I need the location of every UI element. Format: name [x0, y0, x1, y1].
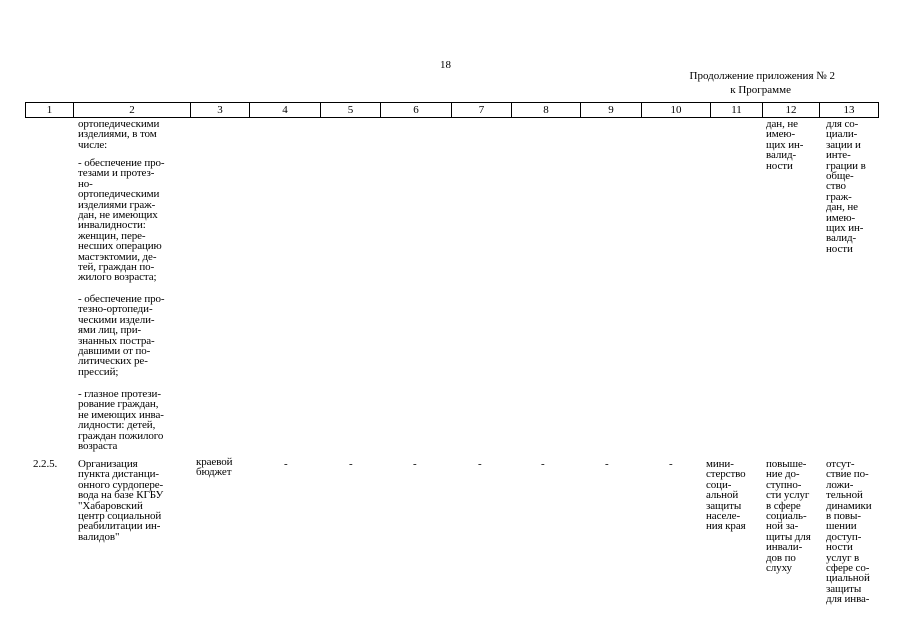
row-col10-dash: -: [669, 458, 673, 470]
row-col4-dash: -: [284, 458, 288, 470]
appendix-header: [690, 69, 835, 97]
col-header-5: 5: [321, 103, 381, 118]
col-header-1: 1: [26, 103, 74, 118]
row-activity: Организация пункта дистанци- онного сурдопере- вода на базе КГБУ "Хабаровский центр социальной реабилитации ин- валидов": [78, 458, 164, 543]
prev-row-col2-item-1: - обеспечение про- тезами и протез- но- ортопедическими изделиями граж- дан, не имеющих инвалидности: женщин, пере- несших операцию мастэктомии, де- тей, граждан по- жилого возраста;: [78, 157, 165, 284]
row-col7-dash: -: [478, 458, 482, 470]
row-funding-source: краевой бюджет: [196, 456, 233, 479]
prev-row-col2-intro: ортопедическими изделиями, в том числе:: [78, 118, 160, 151]
row-col6-dash: -: [413, 458, 417, 470]
col-header-7: 7: [452, 103, 512, 118]
col-header-6: 6: [381, 103, 452, 118]
continuation-label: Продолжение приложения № 2: [689, 70, 835, 82]
col-header-4: 4: [250, 103, 321, 118]
prev-row-col2-item-2: - обеспечение про- тезно-ортопеди- ческими издели- ями лиц, при- знанных постра- давшими от по- литических ре- прессий;: [78, 293, 165, 378]
col-header-10: 10: [642, 103, 711, 118]
row-expected-result: повыше- ние до- ступно- сти услуг в сфере социаль- ной за- щиты для инвали- дов по слуху: [766, 458, 811, 575]
col-header-12: 12: [763, 103, 820, 118]
column-number-header: [25, 102, 879, 118]
program-label: к Программе: [730, 84, 791, 96]
prev-row-col12: дан, не имею- щих ин- валид- ности: [766, 118, 804, 172]
col-header-11: 11: [711, 103, 763, 118]
col-header-3: 3: [191, 103, 250, 118]
row-responsible: мини- стерство соци- альной защиты населе- ния края: [706, 458, 746, 533]
row-consequences: отсут- ствие по- ложи- тельной динамики в повы- шении доступ- ности услуг в сфере со- циальной защиты для инва-: [826, 458, 872, 606]
row-col8-dash: -: [541, 458, 545, 470]
page-number: 18: [440, 59, 451, 71]
col-header-9: 9: [581, 103, 642, 118]
col-header-13: 13: [820, 103, 879, 118]
prev-row-col13: для со- циали- зации и инте- грации в обще- ство граж- дан, не имею- щих ин- валид- ности: [826, 118, 866, 255]
row-col9-dash: -: [605, 458, 609, 470]
row-number: 2.2.5.: [33, 458, 58, 470]
col-header-8: 8: [512, 103, 581, 118]
col-header-2: 2: [74, 103, 191, 118]
row-col5-dash: -: [349, 458, 353, 470]
prev-row-col2-item-3: - глазное протези- рование граждан, не имеющих инва- лидности: детей, граждан пожилого возраста: [78, 388, 164, 453]
